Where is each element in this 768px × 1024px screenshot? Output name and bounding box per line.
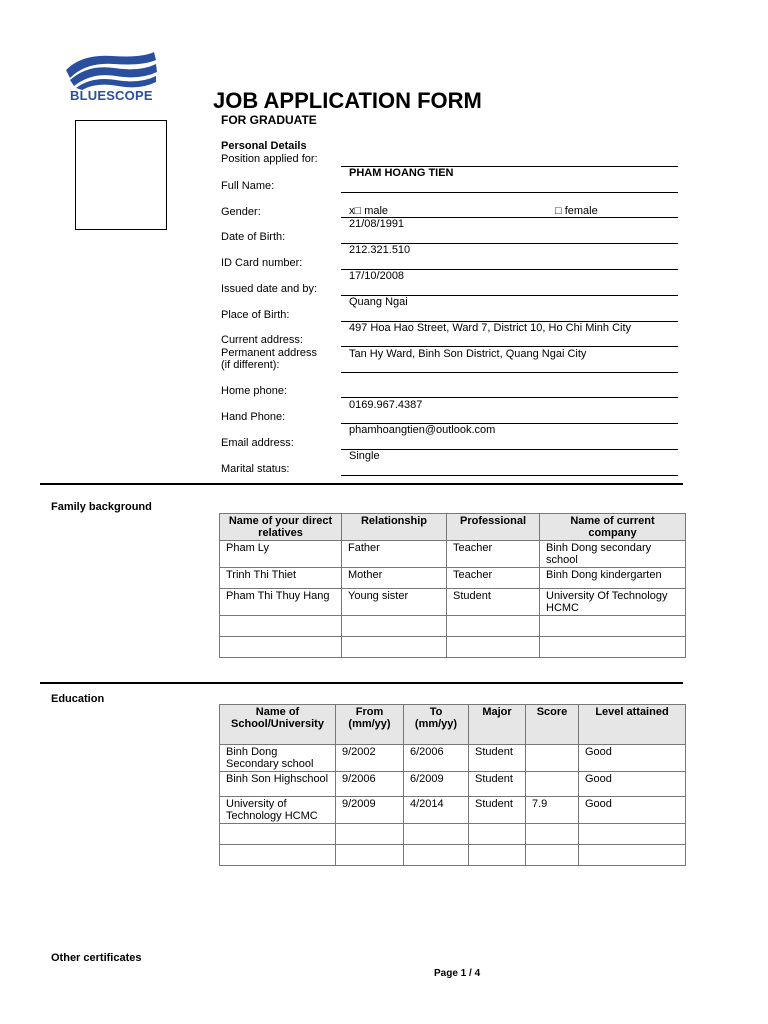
- brand-name: BLUESCOPE: [70, 88, 153, 103]
- table-cell: Mother: [342, 568, 447, 589]
- table-cell: Student: [447, 589, 540, 616]
- table-cell[interactable]: [220, 845, 336, 866]
- edu-col-from: From (mm/yy): [336, 705, 404, 745]
- home-phone-line[interactable]: [341, 397, 678, 398]
- table-cell: Binh Dong secondary school: [540, 541, 686, 568]
- full-name-label: Full Name:: [221, 180, 275, 192]
- current-address-label: Current address:: [221, 334, 303, 346]
- table-cell: Father: [342, 541, 447, 568]
- edu-col-level: Level attained: [579, 705, 686, 745]
- bluescope-wave-icon: [62, 50, 162, 90]
- table-cell: Young sister: [342, 589, 447, 616]
- table-cell[interactable]: [469, 824, 526, 845]
- education-heading: Education: [51, 693, 105, 705]
- table-cell: Good: [579, 797, 686, 824]
- table-cell[interactable]: [526, 824, 579, 845]
- marital-value: Single: [349, 450, 380, 462]
- table-cell: Trinh Thi Thiet: [220, 568, 342, 589]
- edu-col-school: Name of School/University: [220, 705, 336, 745]
- table-row: [220, 745, 686, 772]
- table-cell: 9/2009: [336, 797, 404, 824]
- table-row: [220, 824, 686, 845]
- gender-label: Gender:: [221, 206, 261, 218]
- permanent-address-label: Permanent address: [221, 347, 317, 359]
- table-cell: 9/2002: [336, 745, 404, 772]
- page-subtitle: FOR GRADUATE: [221, 113, 317, 127]
- position-label: Position applied for:: [221, 153, 318, 165]
- dob-label: Date of Birth:: [221, 231, 286, 243]
- table-cell[interactable]: [579, 824, 686, 845]
- id-label: ID Card number:: [221, 257, 303, 269]
- table-row: [220, 616, 686, 637]
- table-row: [220, 637, 686, 658]
- family-col-company: Name of current company: [540, 514, 686, 541]
- pob-label: Place of Birth:: [221, 309, 290, 321]
- full-name-value: PHAM HOANG TIEN: [349, 167, 454, 179]
- table-row: [220, 589, 686, 616]
- table-cell: 6/2009: [404, 772, 469, 797]
- issued-label: Issued date and by:: [221, 283, 318, 295]
- family-table: [219, 513, 686, 658]
- section-divider: [40, 682, 683, 684]
- current-address-line[interactable]: [341, 346, 678, 347]
- other-certificates-heading: Other certificates: [51, 952, 142, 964]
- edu-col-major: Major: [469, 705, 526, 745]
- page-title: JOB APPLICATION FORM: [213, 88, 482, 113]
- table-cell[interactable]: [540, 637, 686, 658]
- pob-value: Quang Ngai: [349, 296, 408, 308]
- table-cell[interactable]: [540, 616, 686, 637]
- hand-phone-value: 0169.967.4387: [349, 399, 423, 411]
- table-cell: Good: [579, 772, 686, 797]
- family-col-professional: Professional: [447, 514, 540, 541]
- table-cell[interactable]: [220, 637, 342, 658]
- table-row: [220, 772, 686, 797]
- table-cell[interactable]: [220, 616, 342, 637]
- table-cell: Student: [469, 745, 526, 772]
- family-col-relationship: Relationship: [342, 514, 447, 541]
- table-cell: Teacher: [447, 541, 540, 568]
- table-cell[interactable]: [404, 824, 469, 845]
- photo-box: [75, 120, 167, 230]
- email-value: phamhoangtien@outlook.com: [349, 424, 496, 436]
- table-cell: Good: [579, 745, 686, 772]
- permanent-address-line[interactable]: [341, 372, 678, 373]
- section-divider: [40, 483, 683, 485]
- table-cell[interactable]: [342, 616, 447, 637]
- table-cell: Teacher: [447, 568, 540, 589]
- gender-female-option[interactable]: □ female: [555, 205, 598, 217]
- permanent-address-label-2: (if different):: [221, 359, 280, 371]
- table-cell: 4/2014: [404, 797, 469, 824]
- table-cell[interactable]: [469, 845, 526, 866]
- edu-col-score: Score: [526, 705, 579, 745]
- table-cell: Student: [469, 772, 526, 797]
- table-cell: 7.9: [526, 797, 579, 824]
- table-row: [220, 797, 686, 824]
- table-cell[interactable]: [447, 637, 540, 658]
- education-table: [219, 704, 686, 866]
- edu-col-to: To (mm/yy): [404, 705, 469, 745]
- table-cell[interactable]: [526, 845, 579, 866]
- table-cell[interactable]: [220, 824, 336, 845]
- table-cell: [526, 745, 579, 772]
- table-cell: Pham Ly: [220, 541, 342, 568]
- table-cell: University Of Technology HCMC: [540, 589, 686, 616]
- table-cell[interactable]: [336, 845, 404, 866]
- table-cell: Binh Son Highschool: [220, 772, 336, 797]
- home-phone-label: Home phone:: [221, 385, 288, 397]
- table-cell[interactable]: [342, 637, 447, 658]
- table-cell: [526, 772, 579, 797]
- marital-line[interactable]: [341, 475, 678, 476]
- table-cell: University of Technology HCMC: [220, 797, 336, 824]
- email-line[interactable]: [341, 449, 678, 450]
- current-address-value: 497 Hoa Hao Street, Ward 7, District 10, Ho Chi Minh City: [349, 322, 632, 334]
- table-cell: Pham Thi Thuy Hang: [220, 589, 342, 616]
- table-cell[interactable]: [336, 824, 404, 845]
- table-row: [220, 541, 686, 568]
- personal-details-heading: Personal Details: [221, 140, 307, 152]
- family-heading: Family background: [51, 501, 152, 513]
- family-header-row: [220, 514, 686, 541]
- full-name-line[interactable]: [341, 192, 678, 193]
- table-cell: Binh Dong Secondary school: [220, 745, 336, 772]
- education-header-row: [220, 705, 686, 745]
- table-cell[interactable]: [447, 616, 540, 637]
- marital-label: Marital status:: [221, 463, 290, 475]
- family-col-name: Name of your direct relatives: [220, 514, 342, 541]
- table-cell: Binh Dong kindergarten: [540, 568, 686, 589]
- table-cell[interactable]: [579, 845, 686, 866]
- hand-phone-label: Hand Phone:: [221, 411, 286, 423]
- bluescope-logo: [62, 50, 162, 110]
- email-label: Email address:: [221, 437, 294, 449]
- permanent-address-value: Tan Hy Ward, Binh Son District, Quang Ngai City: [349, 348, 587, 360]
- dob-value: 21/08/1991: [349, 218, 405, 230]
- gender-male-option[interactable]: x□ male: [349, 205, 389, 217]
- table-row: [220, 845, 686, 866]
- page-number: Page 1 / 4: [434, 968, 481, 979]
- table-cell[interactable]: [404, 845, 469, 866]
- table-cell: Student: [469, 797, 526, 824]
- table-row: [220, 568, 686, 589]
- issued-value: 17/10/2008: [349, 270, 405, 282]
- table-cell: 9/2006: [336, 772, 404, 797]
- id-value: 212.321.510: [349, 244, 411, 256]
- table-cell: 6/2006: [404, 745, 469, 772]
